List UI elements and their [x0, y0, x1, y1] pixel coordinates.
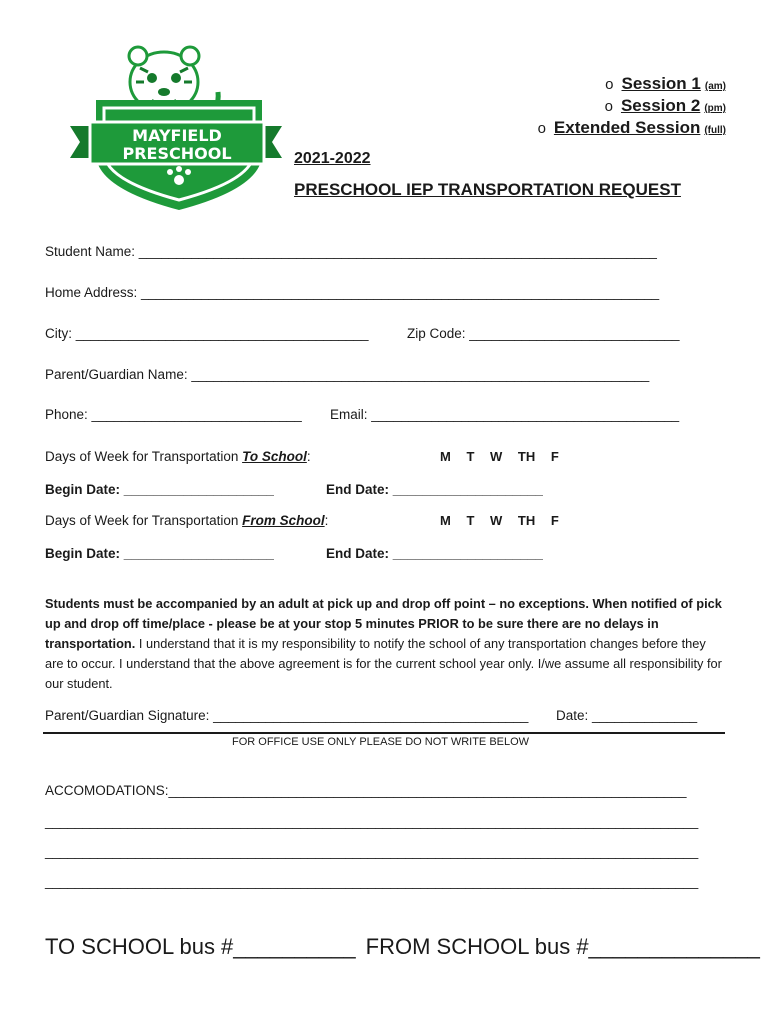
guardian-signature-field[interactable]: Parent/Guardian Signature: __________________________________________ — [45, 708, 529, 723]
to-school-bus-field[interactable]: TO SCHOOL bus #__________ — [45, 934, 356, 959]
guardian-name-field[interactable]: Parent/Guardian Name: _____________________________________________________________ — [45, 367, 650, 382]
transportation-notice — [45, 594, 725, 694]
from-school-end-date[interactable]: End Date: ____________________ — [326, 546, 543, 561]
to-school-end-date[interactable]: End Date: ____________________ — [326, 482, 543, 497]
office-divider — [43, 732, 725, 734]
radio-circle-icon: o — [605, 76, 614, 93]
from-school-days-options[interactable]: M T W TH F — [440, 513, 559, 528]
radio-circle-icon: o — [537, 120, 546, 137]
form-title: PRESCHOOL IEP TRANSPORTATION REQUEST — [294, 180, 681, 199]
radio-circle-icon: o — [604, 98, 613, 115]
phone-field[interactable]: Phone: ____________________________ — [45, 407, 302, 422]
to-school-emphasis: To School — [242, 449, 307, 464]
school-logo — [66, 42, 288, 212]
accommodations-field[interactable]: ACCOMODATIONS:_____________________________________________________________________ — [45, 783, 687, 798]
accommodations-line[interactable]: _______________________________________________________________________________________ — [45, 844, 699, 859]
session-label: Session 2 — [620, 96, 701, 115]
from-school-emphasis: From School — [242, 513, 325, 528]
notice-normal: I understand that it is my responsibility to notify the school of any transportation changes before they are to occur. I understand that the above agreement is for the current school year only. I/we assume all responsibility for our student. — [45, 636, 722, 691]
to-school-days-options[interactable]: M T W TH F — [440, 449, 559, 464]
from-school-days-label — [45, 513, 328, 528]
session-note: (am) — [704, 81, 726, 92]
session-note: (pm) — [704, 103, 726, 114]
office-use-notice: FOR OFFICE USE ONLY PLEASE DO NOT WRITE BELOW — [232, 736, 530, 748]
to-school-suffix: : — [306, 449, 311, 464]
student-name-field[interactable]: Student Name: _____________________________________________________________________ — [45, 244, 657, 259]
zip-code-field[interactable]: Zip Code: ____________________________ — [407, 326, 680, 341]
session-option-2[interactable] — [605, 96, 726, 116]
school-year: 2021-2022 — [294, 150, 371, 167]
from-school-begin-date[interactable]: Begin Date: ____________________ — [45, 546, 274, 561]
session-option-extended[interactable] — [538, 118, 726, 138]
to-school-prefix: Days of Week for Transportation — [45, 449, 243, 464]
session-option-1[interactable] — [605, 74, 726, 94]
to-school-begin-date[interactable]: Begin Date: ____________________ — [45, 482, 274, 497]
session-label: Extended Session — [553, 118, 701, 137]
logo-line2: PRESCHOOL — [122, 144, 232, 163]
home-address-field[interactable]: Home Address: _____________________________________________________________________ — [45, 285, 660, 300]
from-school-prefix: Days of Week for Transportation — [45, 513, 243, 528]
accommodations-line[interactable]: _______________________________________________________________________________________ — [45, 874, 699, 889]
from-school-bus-field[interactable]: FROM SCHOOL bus #______________ — [365, 934, 760, 959]
session-label: Session 1 — [621, 74, 701, 93]
notice-bold: Students must be accompanied by an adult at pick up and drop off point – no exceptions. When notified of pick up and drop off time/place - please be at your stop 5 minutes PRIOR to be sure there are no delays in transportation. — [45, 596, 722, 651]
from-school-suffix: : — [324, 513, 329, 528]
bus-numbers — [45, 934, 760, 960]
accommodations-line[interactable]: _______________________________________________________________________________________ — [45, 814, 699, 829]
logo-line1: MAYFIELD — [132, 126, 222, 145]
email-field[interactable]: Email: _________________________________________ — [330, 407, 680, 422]
city-field[interactable]: City: _______________________________________ — [45, 326, 369, 341]
signature-date-field[interactable]: Date: ______________ — [556, 708, 698, 723]
to-school-days-label — [45, 449, 311, 464]
session-note: (full) — [704, 125, 726, 136]
